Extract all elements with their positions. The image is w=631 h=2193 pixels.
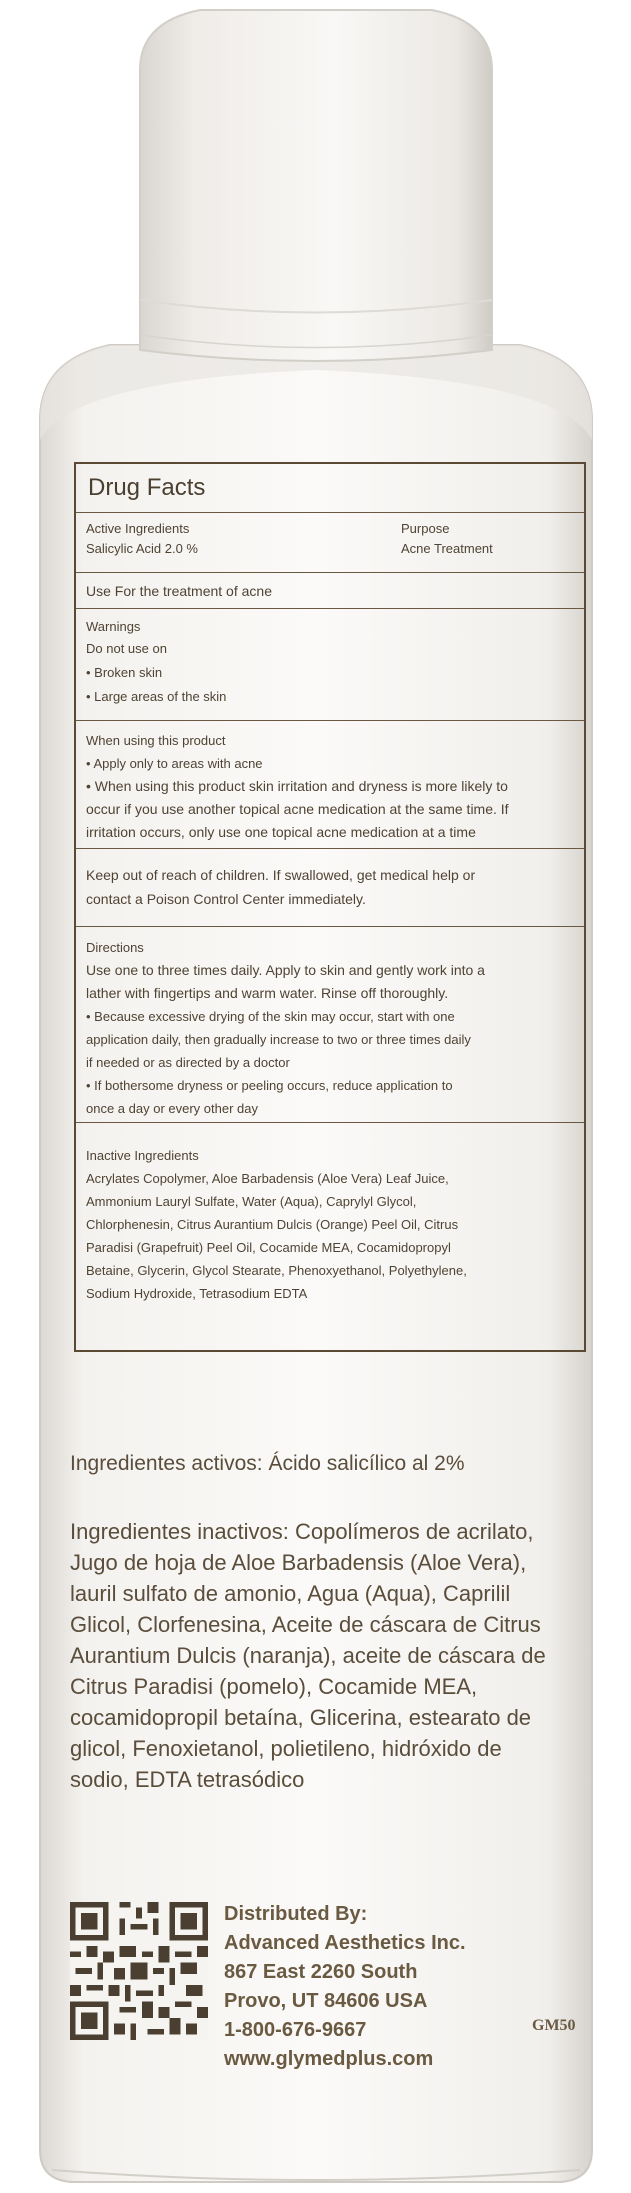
distributor-block: [224, 1900, 466, 2074]
directions-line: if needed or as directed by a doctor: [86, 1055, 290, 1070]
directions-line: • If bothersome dryness or peeling occurs, reduce application to: [86, 1078, 453, 1093]
spanish-inactive-line: sodio, EDTA tetrasódico: [70, 1767, 305, 1792]
inactive-line: Betaine, Glycerin, Glycol Stearate, Phenoxyethanol, Polyethylene,: [86, 1263, 467, 1278]
warning-item: • Broken skin: [86, 665, 163, 680]
do-not-use: Do not use on: [86, 641, 167, 656]
directions-heading: Directions: [86, 940, 144, 955]
warnings-heading: Warnings: [86, 619, 141, 634]
directions-line: Use one to three times daily. Apply to skin and gently work into a: [86, 962, 485, 978]
use-section: [76, 572, 584, 608]
distributor-line: Provo, UT 84606 USA: [224, 1990, 428, 2012]
active-heading: Active Ingredients: [86, 521, 190, 536]
drug-facts-panel: [74, 462, 586, 1352]
use-text: Use For the treatment of acne: [86, 583, 272, 599]
qr-code-icon: [70, 1902, 208, 2040]
product-code: GM50: [532, 2017, 576, 2034]
when-using-section: [76, 720, 584, 848]
directions-section: [76, 926, 584, 1122]
spanish-inactive-line: cocamidopropil betaína, Glicerina, estearato de: [70, 1705, 532, 1730]
active-value: Salicylic Acid 2.0 %: [86, 541, 198, 556]
spanish-inactive-ingredients: [70, 1516, 575, 1795]
spanish-inactive-line: Glicol, Clorfenesina, Aceite de cáscara de Citrus: [70, 1612, 541, 1637]
purpose-value: Acne Treatment: [401, 541, 493, 556]
warnings-section: [76, 608, 584, 720]
directions-line: lather with fingertips and warm water. Rinse off thoroughly.: [86, 985, 449, 1001]
inactive-line: Sodium Hydroxide, Tetrasodium EDTA: [86, 1286, 308, 1301]
spanish-inactive-line: lauril sulfato de amonio, Agua (Aqua), Caprilil: [70, 1581, 511, 1606]
spanish-inactive-line: glicol, Fenoxietanol, polietileno, hidróxido de: [70, 1736, 502, 1761]
when-using-line: • When using this product skin irritation and dryness is more likely to: [86, 778, 508, 794]
inactive-line: Acrylates Copolymer, Aloe Barbadensis (Aloe Vera) Leaf Juice,: [86, 1171, 449, 1186]
spanish-inactive-line: Citrus Paradisi (pomelo), Cocamide MEA,: [70, 1674, 478, 1699]
warning-item: • Large areas of the skin: [86, 689, 227, 704]
when-using-heading: When using this product: [86, 733, 226, 748]
when-using-line: occur if you use another topical acne medication at the same time. If: [86, 801, 509, 817]
active-ingredients-section: [76, 512, 584, 572]
spanish-inactive-line: Ingredientes inactivos: Copolímeros de acrilato,: [70, 1519, 534, 1544]
distributor-line: 867 East 2260 South: [224, 1961, 418, 1983]
keep-out-section: [76, 848, 584, 926]
distributor-line: Advanced Aesthetics Inc.: [224, 1932, 466, 1954]
drug-facts-title: Drug Facts: [88, 474, 206, 501]
spanish-inactive-line: Aurantium Dulcis (naranja), aceite de cáscara de: [70, 1643, 546, 1668]
directions-line: • Because excessive drying of the skin may occur, start with one: [86, 1009, 455, 1024]
inactive-line: Ammonium Lauryl Sulfate, Water (Aqua), Caprylyl Glycol,: [86, 1194, 417, 1209]
directions-line: application daily, then gradually increase to two or three times daily: [86, 1032, 471, 1047]
bottle-cap: [140, 10, 492, 361]
purpose-heading: Purpose: [401, 521, 450, 536]
inactive-heading: Inactive Ingredients: [86, 1148, 199, 1163]
inactive-ingredients-section: [76, 1122, 584, 1352]
when-using-line: • Apply only to areas with acne: [86, 756, 263, 771]
directions-line: once a day or every other day: [86, 1101, 258, 1116]
spanish-inactive-line: Jugo de hoja de Aloe Barbadensis (Aloe Vera),: [70, 1550, 527, 1575]
spanish-active-ingredients: Ingredientes activos: Ácido salicílico al 2%: [70, 1452, 465, 1475]
when-using-line: irritation occurs, only use one topical acne medication at a time: [86, 824, 476, 840]
keep-out-line: Keep out of reach of children. If swallowed, get medical help or: [86, 867, 476, 883]
inactive-line: Chlorphenesin, Citrus Aurantium Dulcis (Orange) Peel Oil, Citrus: [86, 1217, 459, 1232]
distributor-line: www.glymedplus.com: [224, 2048, 434, 2070]
keep-out-line: contact a Poison Control Center immediately.: [86, 891, 366, 907]
distributor-line: 1-800-676-9667: [224, 2019, 367, 2041]
inactive-line: Paradisi (Grapefruit) Peel Oil, Cocamide MEA, Cocamidopropyl: [86, 1240, 451, 1255]
distributor-line: Distributed By:: [224, 1903, 368, 1925]
